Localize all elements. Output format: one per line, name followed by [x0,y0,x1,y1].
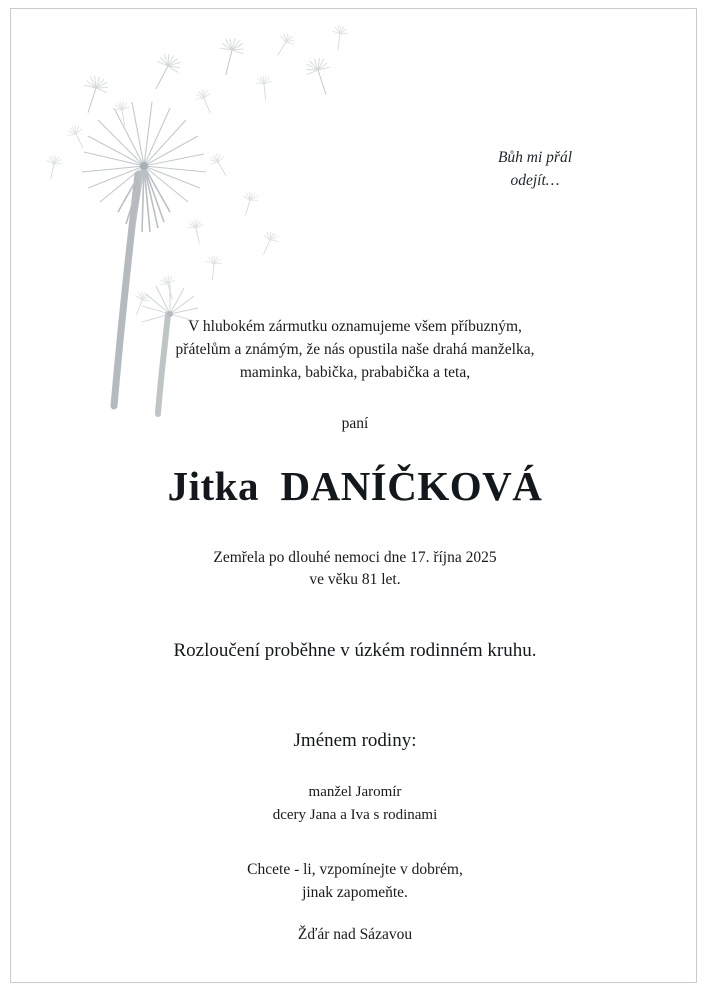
family-heading: Jménem rodiny: [293,730,417,751]
death-line-1: Zemřela po dlouhé nemoci dne 17. října 2025 [213,549,497,566]
death-details [120,547,590,592]
deceased-name: Jitka DANÍČKOVÁ [167,463,543,509]
quote-line-1: Bůh mi přál [497,149,573,166]
closing-words [120,858,590,905]
death-line-2: ve věku 81 let. [309,571,401,589]
farewell-notice: Rozloučení proběhne v úzkém rodinném kruhu. [173,640,537,661]
family-members [120,781,590,826]
intro-line-3: maminka, babička, prababička a teta, [239,363,471,381]
intro-line-1: V hlubokém zármutku oznamujeme všem příbuzným, [188,318,522,335]
family-member-1: manžel Jaromír [308,784,402,800]
family-member-2: dcery Jana a Iva s rodinami [272,806,438,823]
closing-line-1: Chcete - li, vzpomínejte v dobrém, [247,861,463,878]
intro-line-2: přátelům a známým, že nás opustila naše drahá manželka, [175,340,535,358]
announcement-intro [120,316,590,385]
honorific-label: paní [341,415,369,432]
epitaph-quote [420,146,650,193]
quote-line-2: odejít… [510,172,560,190]
city-label: Žďár nad Sázavou [297,926,413,943]
closing-line-2: jinak zapomeňte. [302,884,408,902]
